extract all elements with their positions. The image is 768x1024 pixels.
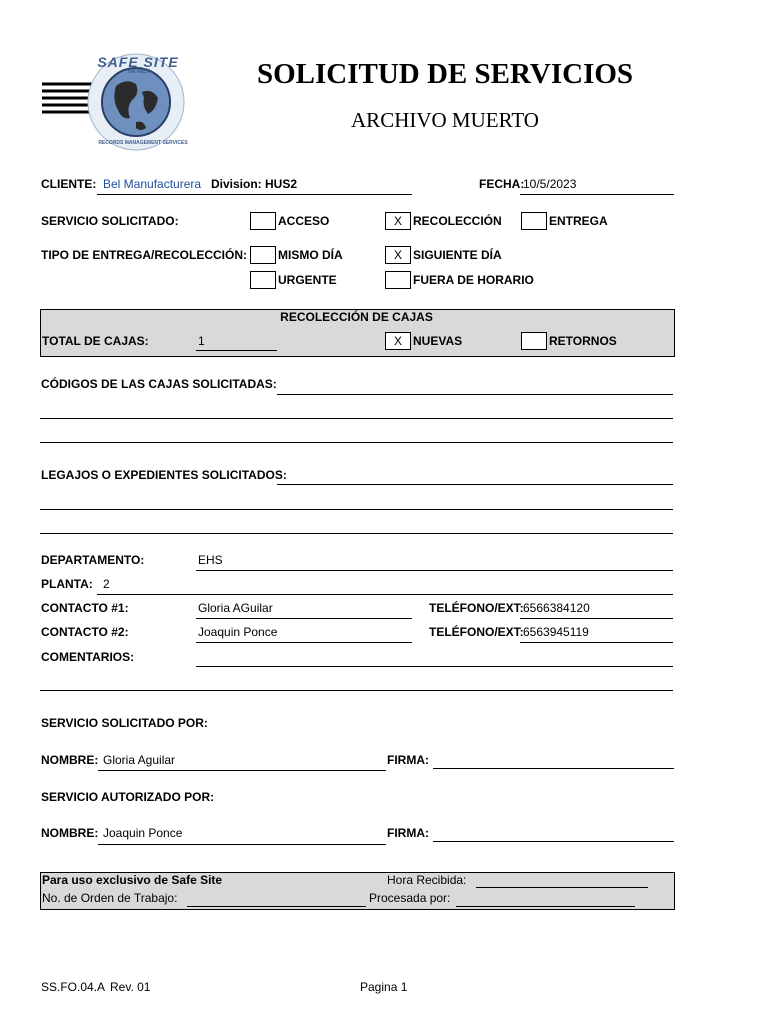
telefono2-underline (520, 642, 673, 643)
retornos-checkbox[interactable] (521, 332, 547, 350)
orden-trabajo-label: No. de Orden de Trabajo: (42, 891, 178, 905)
contacto1-label: CONTACTO #1: (41, 601, 129, 615)
logo-brand: SAFE SITE (97, 54, 179, 70)
total-cajas-label: TOTAL DE CAJAS: (42, 334, 149, 348)
legajos-line-2[interactable] (40, 509, 673, 510)
hora-recibida-line[interactable] (476, 887, 648, 888)
autorizado-firma-line[interactable] (433, 841, 674, 842)
cliente-label: CLIENTE: (41, 177, 97, 191)
departamento-value[interactable]: EHS (198, 553, 223, 567)
contacto2-label: CONTACTO #2: (41, 625, 129, 639)
telefono1-label: TELÉFONO/EXT: (429, 601, 524, 615)
mismo-dia-checkbox[interactable] (250, 246, 276, 264)
procesada-por-label: Procesada por: (369, 891, 451, 905)
fuera-horario-checkbox[interactable] (385, 271, 411, 289)
recoleccion-checkbox[interactable]: X (385, 212, 411, 230)
planta-value[interactable]: 2 (103, 577, 110, 591)
comentarios-line-1[interactable] (196, 666, 673, 667)
logo-ring-text: RECORDS MANAGEMENT SERVICES (98, 140, 188, 146)
planta-label: PLANTA: (41, 577, 93, 591)
servicio-label: SERVICIO SOLICITADO: (41, 214, 179, 228)
division-label: Division: HUS2 (211, 177, 298, 191)
fuera-horario-label: FUERA DE HORARIO (413, 273, 534, 287)
solicitado-firma-line[interactable] (433, 768, 674, 769)
legajos-label: LEGAJOS O EXPEDIENTES SOLICITADOS: (41, 468, 287, 482)
siguiente-dia-checkbox[interactable]: X (385, 246, 411, 264)
autorizado-firma-label: FIRMA: (387, 826, 429, 840)
cliente-underline (97, 194, 412, 195)
logo-sub: de MEX (128, 69, 150, 75)
codigos-line-3[interactable] (40, 442, 673, 443)
autorizado-nombre-underline (98, 844, 386, 845)
codigos-line-1[interactable] (277, 394, 673, 395)
urgente-checkbox[interactable] (250, 271, 276, 289)
contacto1-value[interactable]: Gloria AGuilar (198, 601, 273, 615)
telefono1-value[interactable]: 6566384120 (523, 601, 590, 615)
total-cajas-underline (196, 350, 277, 351)
acceso-checkbox[interactable] (250, 212, 276, 230)
urgente-label: URGENTE (278, 273, 337, 287)
codigos-line-2[interactable] (40, 418, 673, 419)
page-title: SOLICITUD DE SERVICIOS (256, 58, 634, 90)
footer-code: SS.FO.04.A (41, 980, 106, 994)
procesada-por-line[interactable] (456, 906, 635, 907)
planta-underline (97, 594, 673, 595)
departamento-label: DEPARTAMENTO: (41, 553, 145, 567)
entrega-checkbox[interactable] (521, 212, 547, 230)
autorizado-heading: SERVICIO AUTORIZADO POR: (41, 790, 215, 804)
retornos-label: RETORNOS (549, 334, 617, 348)
entrega-label: ENTREGA (549, 214, 608, 228)
solicitado-heading: SERVICIO SOLICITADO POR: (41, 716, 208, 730)
page-subtitle: ARCHIVO MUERTO (351, 108, 539, 132)
siguiente-dia-label: SIGUIENTE DÍA (413, 248, 502, 262)
telefono1-underline (520, 618, 673, 619)
contacto2-underline (196, 642, 412, 643)
hora-recibida-label: Hora Recibida: (387, 873, 467, 887)
solicitado-nombre-underline (98, 770, 386, 771)
autorizado-nombre-value[interactable]: Joaquin Ponce (103, 826, 183, 840)
footer-rev: Rev. 01 (110, 980, 151, 994)
orden-trabajo-line[interactable] (187, 906, 366, 907)
mismo-dia-label: MISMO DÍA (278, 248, 343, 262)
uso-exclusivo-title: Para uso exclusivo de Safe Site (42, 873, 223, 887)
cliente-value[interactable]: Bel Manufacturera (103, 177, 202, 191)
codigos-label: CÓDIGOS DE LAS CAJAS SOLICITADAS: (41, 377, 277, 391)
fecha-value[interactable]: 10/5/2023 (523, 177, 577, 191)
legajos-line-3[interactable] (40, 533, 673, 534)
telefono2-label: TELÉFONO/EXT: (429, 625, 524, 639)
recoleccion-label: RECOLECCIÓN (413, 214, 502, 228)
acceso-label: ACCESO (278, 214, 330, 228)
contacto2-value[interactable]: Joaquin Ponce (198, 625, 278, 639)
comentarios-line-2[interactable] (40, 690, 673, 691)
legajos-line-1[interactable] (277, 484, 673, 485)
contacto1-underline (196, 618, 412, 619)
departamento-underline (196, 570, 673, 571)
fecha-label: FECHA: (479, 177, 525, 191)
footer-page: Pagina 1 (360, 980, 408, 994)
comentarios-label: COMENTARIOS: (41, 650, 135, 664)
autorizado-nombre-label: NOMBRE: (41, 826, 99, 840)
tipo-label: TIPO DE ENTREGA/RECOLECCIÓN: (41, 248, 248, 262)
fecha-underline (520, 194, 674, 195)
safe-site-logo (40, 48, 190, 156)
solicitado-nombre-value[interactable]: Gloria Aguilar (103, 753, 176, 767)
solicitado-nombre-label: NOMBRE: (41, 753, 99, 767)
nuevas-label: NUEVAS (413, 334, 463, 348)
total-cajas-value[interactable]: 1 (198, 334, 205, 348)
recoleccion-heading: RECOLECCIÓN DE CAJAS (280, 310, 433, 324)
telefono2-value[interactable]: 6563945119 (523, 625, 589, 639)
nuevas-checkbox[interactable]: X (385, 332, 411, 350)
solicitado-firma-label: FIRMA: (387, 753, 429, 767)
